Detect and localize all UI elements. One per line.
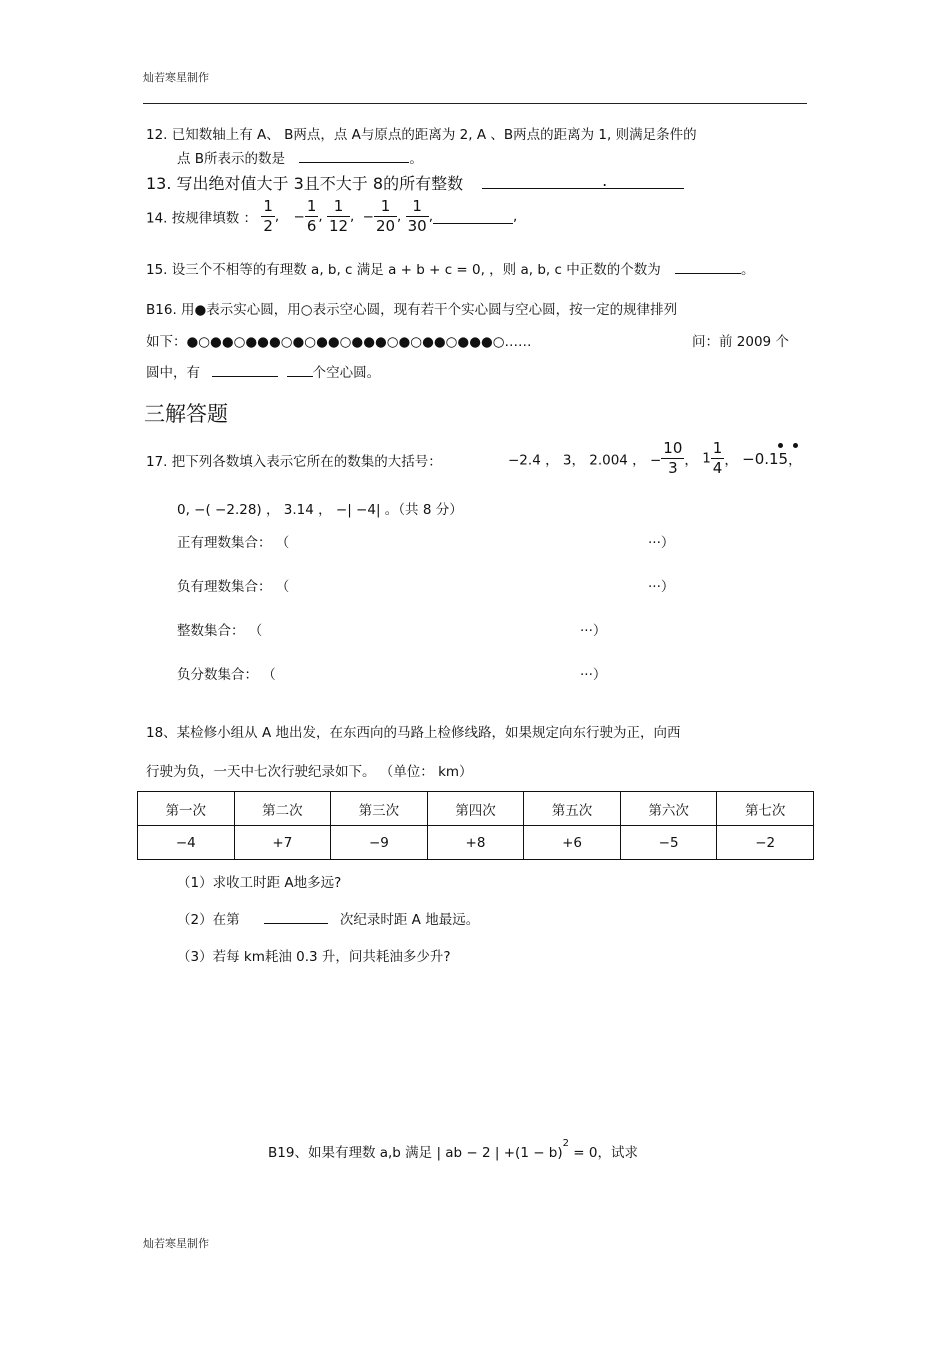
set-negative-fraction-label: 负分数集合： （ xyxy=(177,667,276,683)
q14-fraction-1: $\frac{1}{2}$ xyxy=(263,197,273,235)
q19-exponent: 2 xyxy=(562,1137,570,1149)
q19-text: B19、如果有理数 a,b 满足 | ab − 2 | +(1 − b) xyxy=(268,1145,563,1161)
q13-answer-blank[interactable] xyxy=(482,171,684,189)
q15-answer-blank[interactable] xyxy=(675,259,741,274)
q14-fraction-2: $\frac{1}{6}$ xyxy=(306,197,317,235)
q18-line1: 18、某检修小组从 A 地出发，在东西向的马路上检修线路，如果规定向东行驶为正，向西 xyxy=(146,725,681,741)
table-header-cell: 第三次 xyxy=(331,792,428,826)
q16-answer-blank-2[interactable] xyxy=(287,362,313,377)
q16-answer-blank-1[interactable] xyxy=(212,362,278,377)
table-cell: +7 xyxy=(234,826,331,860)
q12-line2-text: 点 B所表示的数是 xyxy=(177,151,286,167)
table-cell: −2 xyxy=(717,826,814,860)
table-header-cell: 第七次 xyxy=(717,792,814,826)
q18-sub1: （1）求收工时距 A地多远? xyxy=(177,875,342,891)
set-negative-fraction-close: ···） xyxy=(580,667,607,683)
q19-line: B19、如果有理数 a,b 满足 | ab − 2 | $+(1 - b)^2 = 0$，试求 xyxy=(268,1137,638,1161)
q16-circle-pattern: ●○●●○●●●○●○●●○●●●○●○●●○●●●○…… xyxy=(186,334,532,350)
table-header-cell: 第六次 xyxy=(620,792,717,826)
q17-numbers: −2.4 ， 3， 2.004 ， − $\frac{10}{3}$ ， 1 $\frac{1}{4}$ ， −0.15， xyxy=(508,439,802,477)
q14-answer-blank[interactable] xyxy=(433,209,513,224)
q16-line1: B16. 用●表示实心圆，用○表示空心圆，现有若干个实心圆与空心圆，按一定的规律排列 xyxy=(146,302,678,318)
q18-line2: 行驶为负，一天中七次行驶纪录如下。 （单位： km） xyxy=(146,764,473,780)
q13-text: 13. 写出绝对值大于 3且不大于 8的所有整数 xyxy=(146,174,464,193)
repeat-dot-icon xyxy=(778,443,783,448)
q18-sub3: （3）若每 km耗油 0.3 升，问共耗油多少升? xyxy=(177,949,451,965)
table-header-cell: 第四次 xyxy=(427,792,524,826)
set-negative-rational-label: 负有理数集合： （ xyxy=(177,579,290,595)
table-header-cell: 第二次 xyxy=(234,792,331,826)
set-integer-label: 整数集合： （ xyxy=(177,623,263,639)
q16-line2-suffix: 问：前 2009 个 xyxy=(692,334,789,350)
header-rule xyxy=(143,103,807,104)
q12-end: 。 xyxy=(409,151,423,167)
q17-mixed-number: $\frac{1}{4}$ xyxy=(712,439,723,477)
q15-text: 15. 设三个不相等的有理数 a, b, c 满足 a + b + c = 0, ，则 a, b, c 中正数的个数为 xyxy=(146,262,661,278)
q15-line: 15. 设三个不相等的有理数 a, b, c 满足 a + b + c = 0, ，则 a, b, c 中正数的个数为 。 xyxy=(146,258,755,278)
set-integer-close: ···） xyxy=(580,623,607,639)
table-cell: −5 xyxy=(620,826,717,860)
table-cell: +6 xyxy=(524,826,621,860)
q13-dot: . xyxy=(602,171,608,190)
set-positive-rational-close: ···） xyxy=(648,535,675,551)
q14-label: 14. 按规律填数 ： xyxy=(146,210,258,227)
table-cell: +8 xyxy=(427,826,524,860)
q18-sub2: （2）在第 次纪录时距 A 地最远。 xyxy=(177,908,479,928)
q12-answer-blank[interactable] xyxy=(299,148,409,163)
section-title: 三解答题 xyxy=(144,402,228,426)
driving-record-table xyxy=(137,791,814,860)
q14-line: 14. 按规律填数 ： $\frac{1}{2}$ , − $\frac{1}{6}$ , $\frac{1}{12}$ , − $\frac{1}{20}$ , $\frac{1}{30}$ , , xyxy=(146,197,518,235)
q16-line3: 圆中，有 个空心圆。 xyxy=(146,361,380,381)
repeat-dot-icon xyxy=(793,443,798,448)
q14-fraction-3: $\frac{1}{12}$ xyxy=(328,197,349,235)
table-cell: −4 xyxy=(138,826,235,860)
q12-line1: 12. 已知数轴上有 A、 B两点，点 A与原点的距离为 2, A 、B两点的距离为 1, 则满足条件的 xyxy=(146,127,697,143)
set-positive-rational-label: 正有理数集合： （ xyxy=(177,535,290,551)
q17-line2: 0, −( −2.28) ， 3.14 ， −| −4| 。（共 8 分） xyxy=(177,502,463,518)
q14-fraction-5: $\frac{1}{30}$ xyxy=(407,197,427,235)
q17-label: 17. 把下列各数填入表示它所在的数集的大括号： xyxy=(146,454,442,470)
table-header-cell: 第五次 xyxy=(524,792,621,826)
q12-line2 xyxy=(177,147,423,167)
q18-answer-blank[interactable] xyxy=(264,909,328,924)
set-negative-rational-close: ···） xyxy=(648,579,675,595)
table-row xyxy=(138,826,814,860)
q17-fraction: $\frac{10}{3}$ xyxy=(663,439,683,477)
q13-line xyxy=(146,171,684,194)
table-cell: −9 xyxy=(331,826,428,860)
page-header: 灿若寒星制作 xyxy=(143,71,209,84)
page-footer: 灿若寒星制作 xyxy=(143,1237,209,1250)
q14-fraction-4: $\frac{1}{20}$ xyxy=(375,197,396,235)
q16-line2: 如下：●○●●○●●●○●○●●○●●●○●○●●○●●●○…… xyxy=(146,334,532,350)
table-header-row xyxy=(138,792,814,826)
table-header-cell: 第一次 xyxy=(138,792,235,826)
q17-repeating-decimal: −0.15 xyxy=(742,449,789,468)
